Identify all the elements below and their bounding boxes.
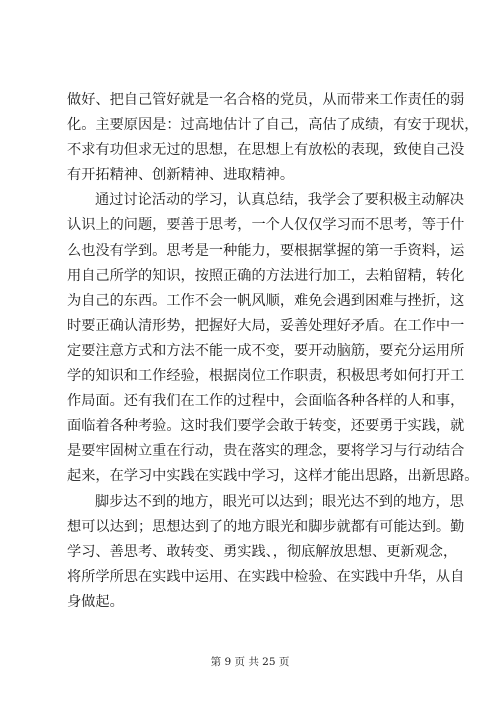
text-line: 为自己的东西。工作不会一帆风顺，难免会遇到困难与挫折，这: [67, 292, 465, 309]
text-line: 不求有功但求无过的思想，在思想上有放松的表现，致使自己没: [67, 142, 465, 159]
text-line: 么也没有学到。思考是一种能力，要根据掌握的第一手资料，运: [67, 242, 465, 259]
text-line: 想可以达到；思想达到了的地方眼光和脚步就都有可能达到。勤: [67, 518, 465, 535]
text-line: 学习、善思考、敢转变、勇实践、，彻底解放思想、更新观念，: [67, 543, 458, 560]
text-line: 作局面。还有我们在工作的过程中，会面临各种各样的人和事，: [67, 393, 465, 410]
text-line: 面临着各种考验。这时我们要学会敢于转变，还要勇于实践，就: [67, 418, 465, 435]
text-line: 通过讨论活动的学习，认真总结，我学会了要积极主动解决: [95, 192, 464, 209]
text-line: 脚步达不到的地方，眼光可以达到；眼光达不到的地方，思: [95, 493, 464, 510]
text-line: 身做起。: [67, 593, 124, 610]
text-line: 时要正确认清形势，把握好大局，妥善处理好矛盾。在工作中一: [67, 317, 465, 334]
text-line: 有开拓精神、创新精神、进取精神。: [67, 167, 295, 184]
document-body: [67, 88, 479, 615]
text-line: 定要注意方式和方法不能一成不变，要开动脑筋，要充分运用所: [67, 342, 465, 359]
text-line: 学的知识和工作经验，根据岗位工作职责，积极思考如何打开工: [67, 368, 465, 385]
text-line: 起来，在学习中实践在实践中学习，这样才能出思路，出新思路。: [67, 468, 479, 485]
text-line: 化。主要原因是：过高地估计了自己，高估了成绩，有安于现状，: [67, 117, 479, 134]
text-line: 用自己所学的知识，按照正确的方法进行加工，去粕留精，转化: [67, 267, 465, 284]
text-line: 认识上的问题，要善于思考，一个人仅仅学习而不思考，等于什: [67, 217, 465, 234]
text-line: 是要牢固树立重在行动，贵在落实的理念，要将学习与行动结合: [67, 443, 465, 460]
text-line: 将所学所思在实践中运用、在实践中检验、在实践中升华，从自: [67, 568, 465, 585]
text-line: 做好、把自己管好就是一名合格的党员，从而带来工作责任的弱: [67, 92, 465, 108]
page-footer: 第 9 页 共 25 页: [210, 656, 290, 668]
